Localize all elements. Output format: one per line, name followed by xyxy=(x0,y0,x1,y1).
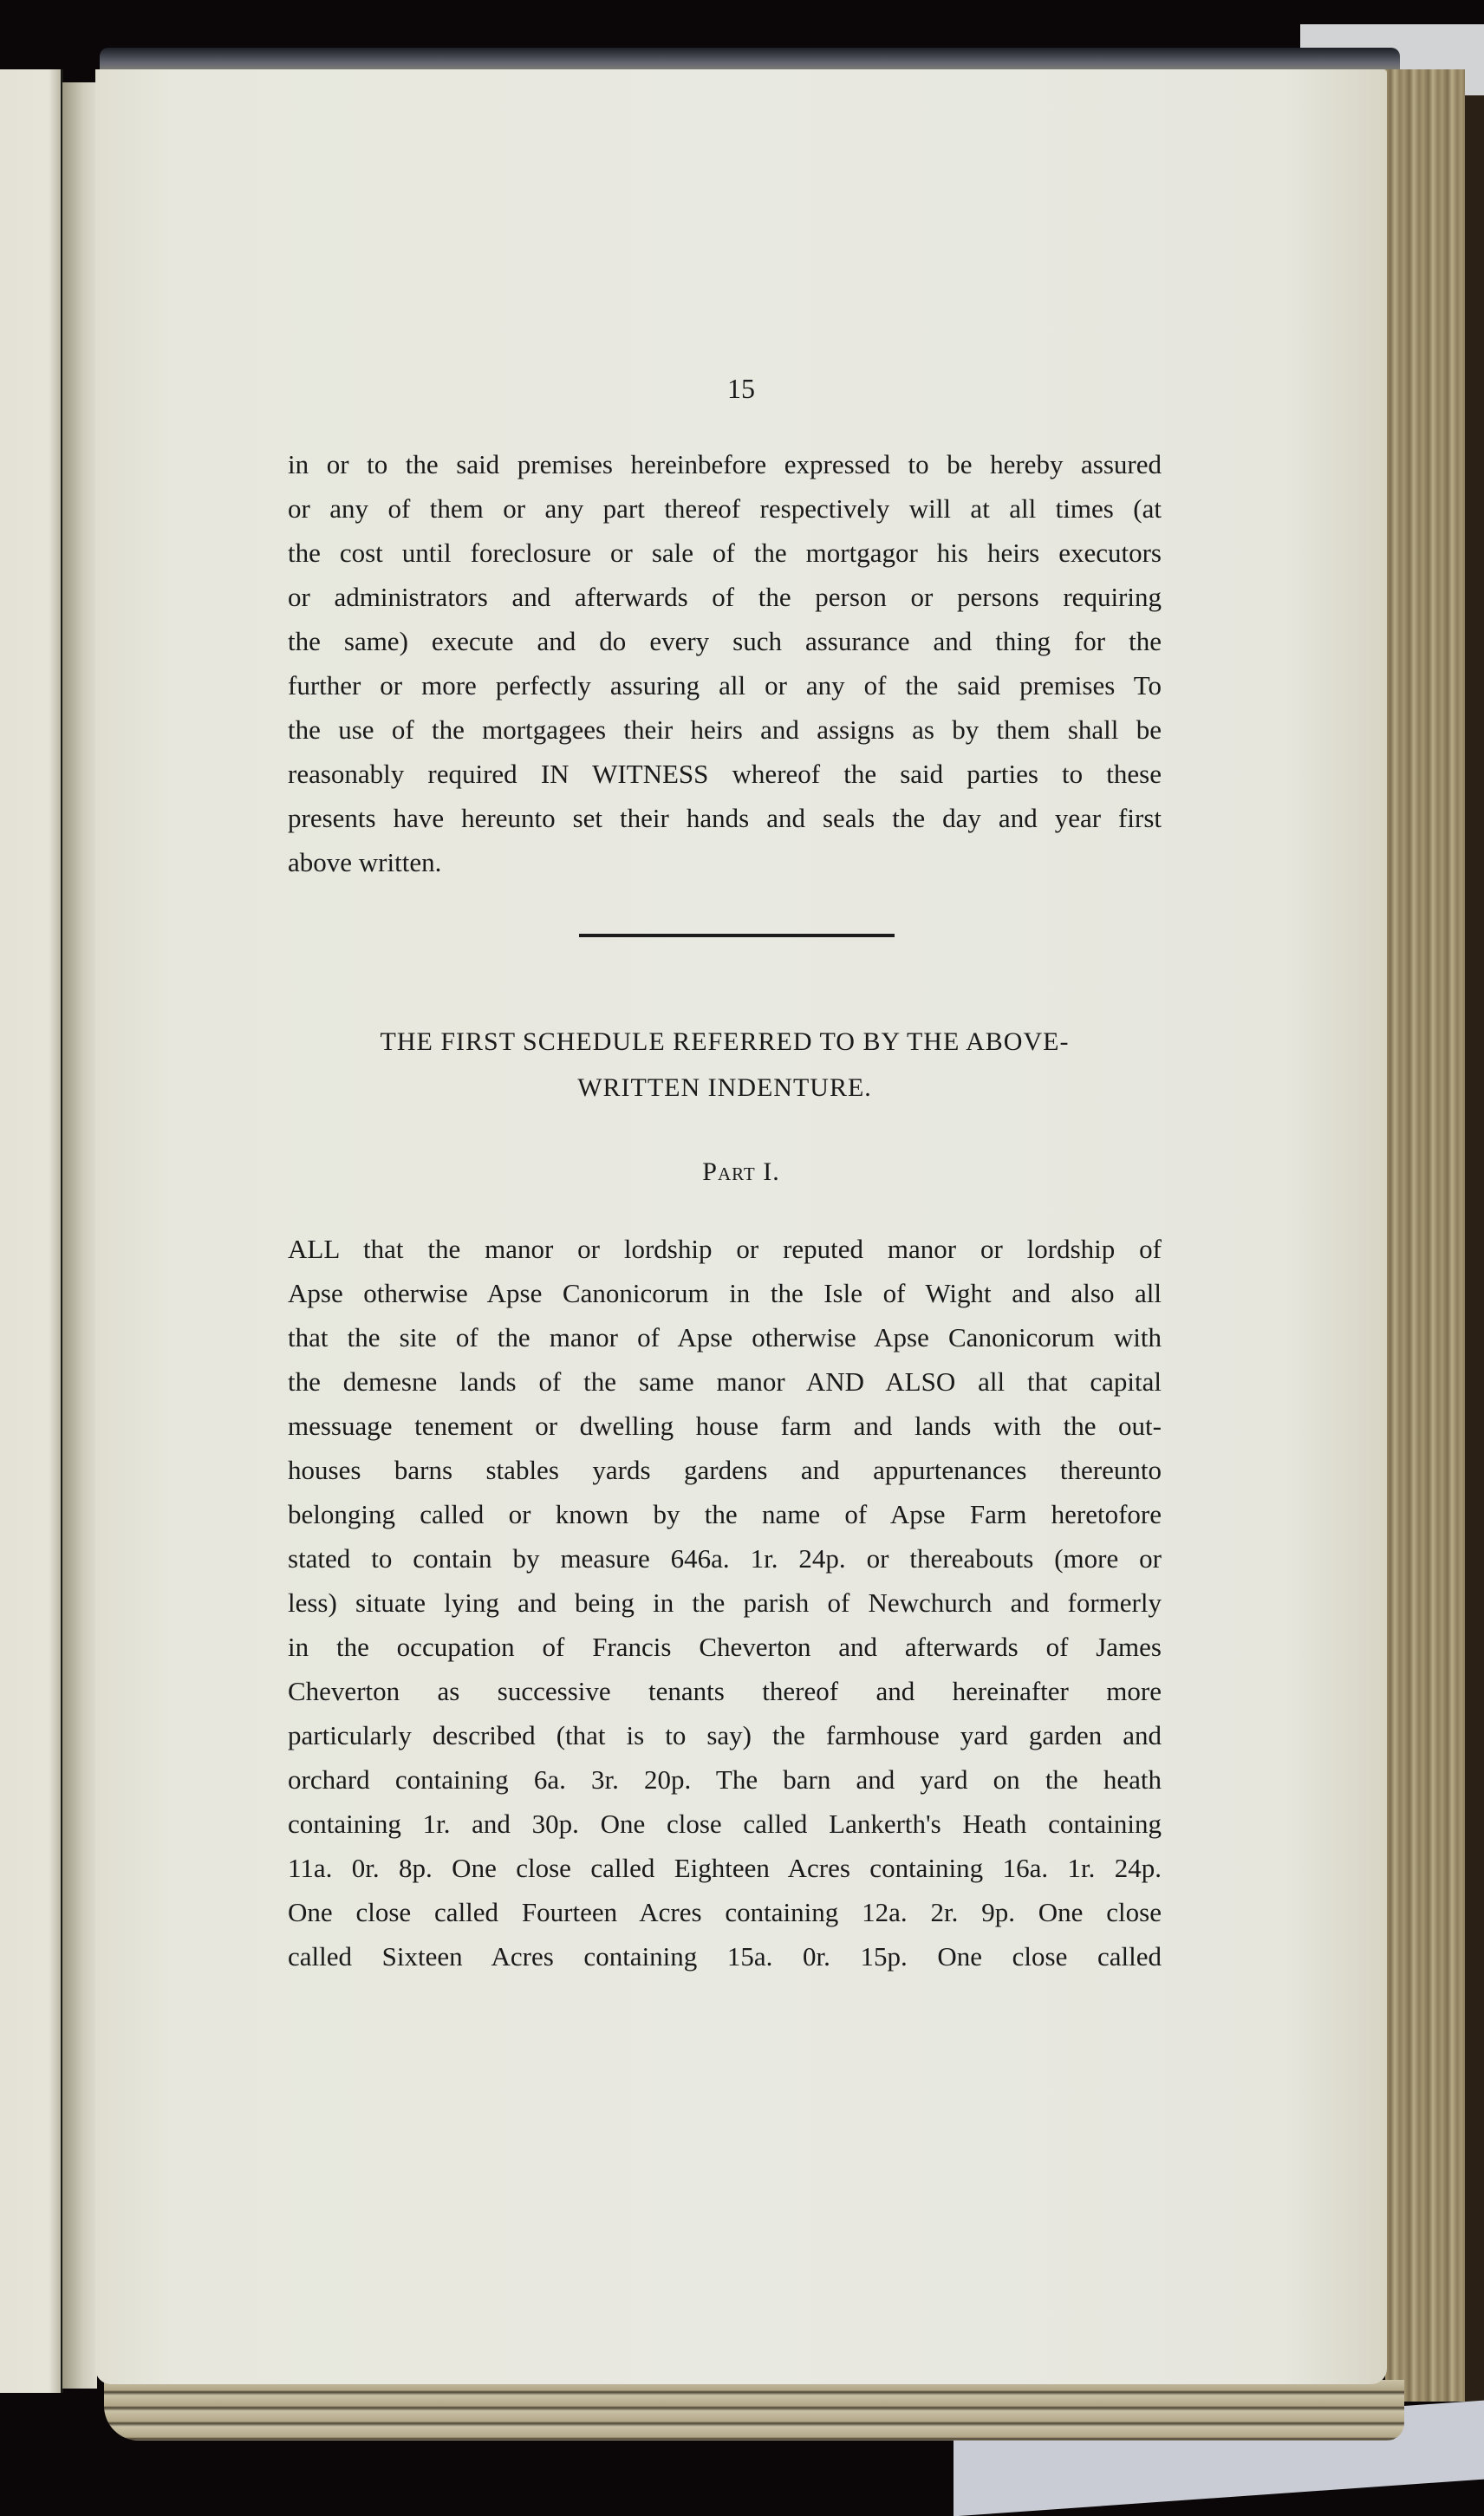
text-line: less) situate lying and being in the parish of Newchurch and formerly xyxy=(288,1587,1162,1618)
book-gutter xyxy=(62,82,97,2389)
text-line: that the site of the manor of Apse otherwise Apse Canonicorum with xyxy=(288,1322,1162,1353)
text-line: orchard containing 6a. 3r. 20p. The barn and yard on the heath xyxy=(288,1764,1162,1795)
schedule-heading-line2: WRITTEN INDENTURE. xyxy=(577,1073,872,1102)
text-line: reasonably required IN WITNESS whereof the said parties to these xyxy=(288,759,1162,789)
text-line: houses barns stables yards gardens and appurtenances thereunto xyxy=(288,1455,1162,1485)
part-heading: Part I. xyxy=(702,1157,780,1186)
text-line: containing 1r. and 30p. One close called Lankerth's Heath containing xyxy=(288,1809,1162,1839)
text-line: the use of the mortgagees their heirs and assigns as by them shall be xyxy=(288,714,1162,745)
text-line: One close called Fourteen Acres containing 12a. 2r. 9p. One close xyxy=(288,1897,1162,1927)
text-line: ALL that the manor or lordship or reputed manor or lordship of xyxy=(288,1234,1162,1264)
text-line: 11a. 0r. 8p. One close called Eighteen Acres containing 16a. 1r. 24p. xyxy=(288,1853,1162,1883)
text-line: in the occupation of Francis Cheverton and afterwards of James xyxy=(288,1632,1162,1662)
text-line: in or to the said premises hereinbefore expressed to be hereby assured xyxy=(288,449,1162,479)
text-line: Cheverton as successive tenants thereof and hereinafter more xyxy=(288,1676,1162,1706)
text-line: Apse otherwise Apse Canonicorum in the Isle of Wight and also all xyxy=(288,1278,1162,1308)
schedule-paragraph xyxy=(288,1227,1162,1978)
text-line: above written. xyxy=(288,847,442,877)
page-number: 15 xyxy=(727,373,755,404)
text-line: particularly described (that is to say) the farmhouse yard garden and xyxy=(288,1720,1162,1750)
text-line: messuage tenement or dwelling house farm and lands with the out- xyxy=(288,1411,1162,1441)
text-line: or administrators and afterwards of the person or persons requiring xyxy=(288,582,1162,612)
left-page-edge xyxy=(0,69,63,2393)
section-divider xyxy=(579,934,895,937)
page-bottom-edges xyxy=(104,2380,1404,2441)
text-line: called Sixteen Acres containing 15a. 0r. 15p. One close called xyxy=(288,1941,1162,1972)
text-line: or any of them or any part thereof respectively will at all times (at xyxy=(288,493,1162,524)
page-fore-edge xyxy=(1385,69,1465,2402)
text-line: further or more perfectly assuring all or any of the said premises To xyxy=(288,670,1162,701)
text-line: the same) execute and do every such assurance and thing for the xyxy=(288,626,1162,656)
text-line: belonging called or known by the name of Apse Farm heretofore xyxy=(288,1499,1162,1529)
text-line: stated to contain by measure 646a. 1r. 24p. or thereabouts (more or xyxy=(288,1543,1162,1574)
schedule-heading-line1: THE FIRST SCHEDULE REFERRED TO BY THE ABOVE- xyxy=(380,1027,1070,1056)
book-cover-edge xyxy=(1465,95,1484,2402)
closing-paragraph xyxy=(288,442,1162,884)
text-line: the demesne lands of the same manor AND ALSO all that capital xyxy=(288,1366,1162,1397)
text-line: the cost until foreclosure or sale of the mortgagor his heirs executors xyxy=(288,538,1162,568)
text-line: presents have hereunto set their hands and seals the day and year first xyxy=(288,803,1162,833)
